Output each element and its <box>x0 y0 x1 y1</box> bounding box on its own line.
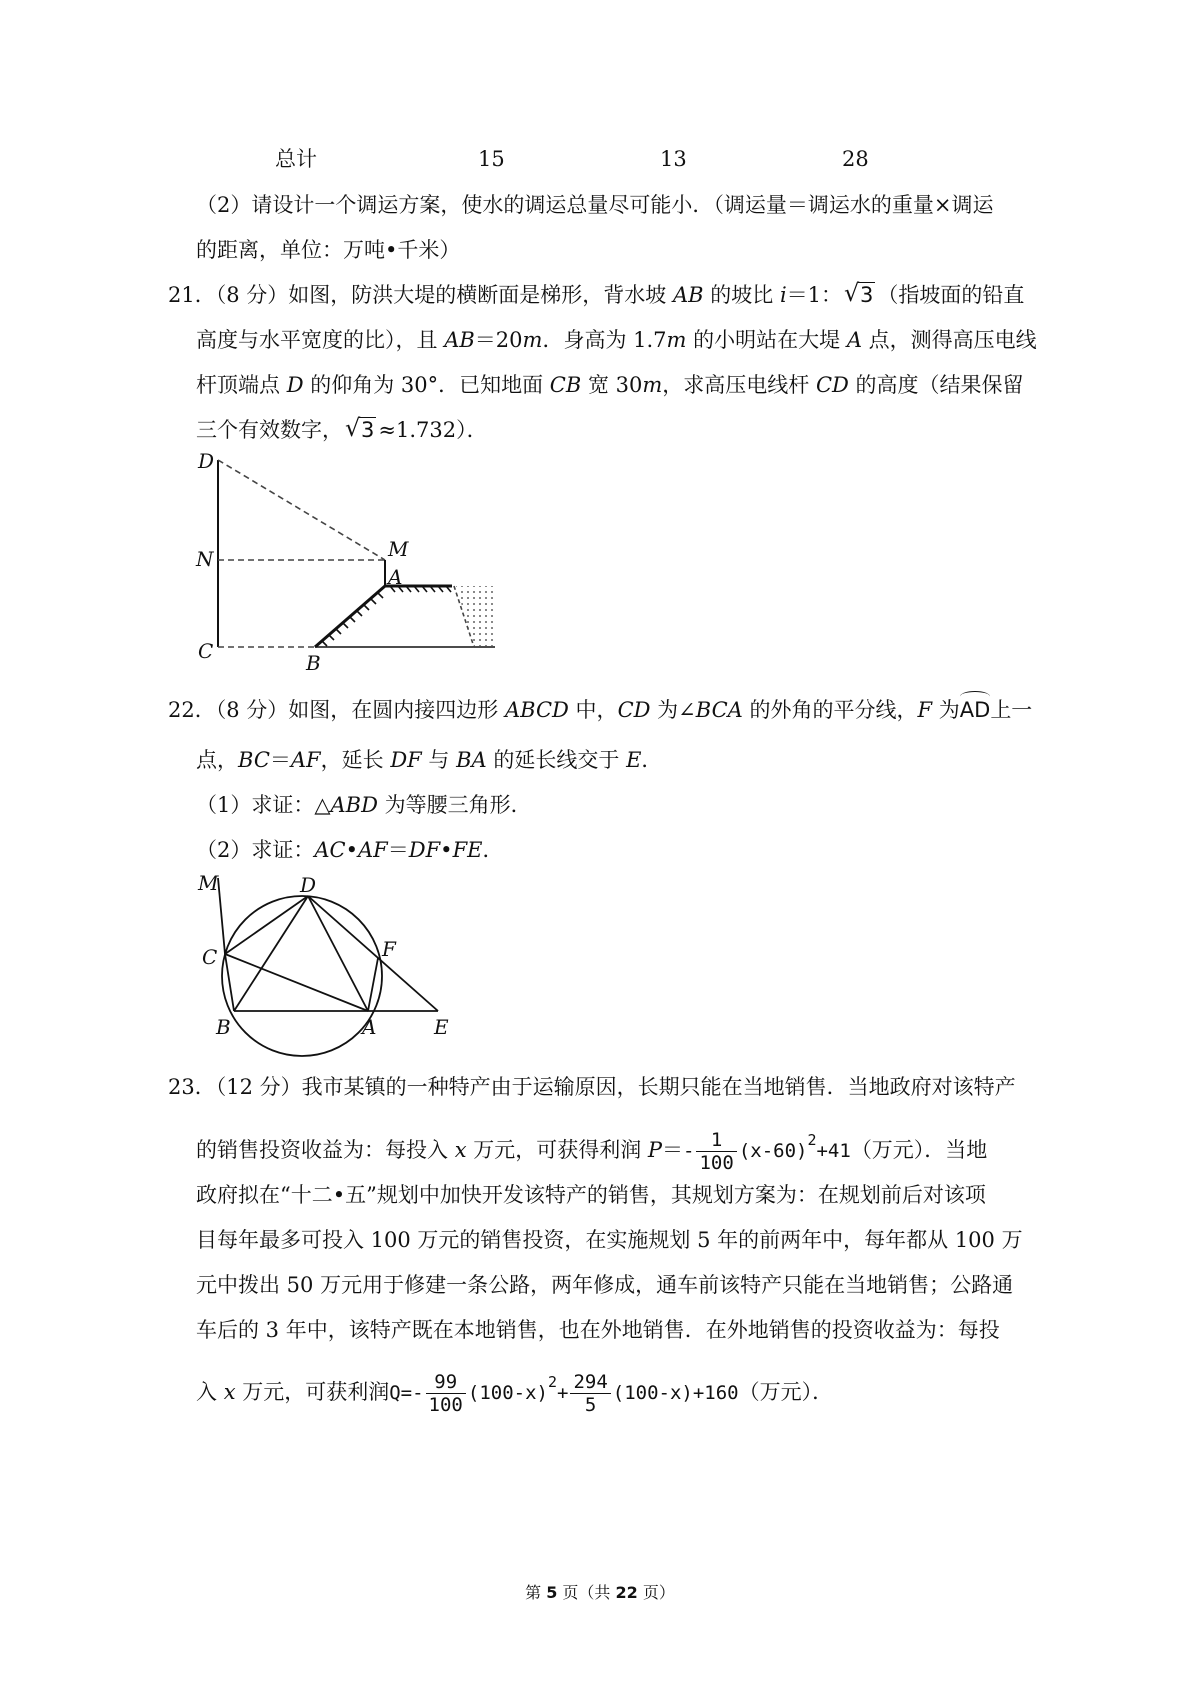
q23-line7 <box>196 1367 833 1416</box>
q22-var-ac: AC <box>314 838 346 862</box>
q22-text: ＝ <box>269 748 291 772</box>
page-footer <box>0 1580 1200 1603</box>
table-total-col3: 28 <box>842 147 869 171</box>
q22-text: 如图，在圆内接四边形 <box>288 698 505 722</box>
table-total-label: 总计 <box>275 147 317 171</box>
q21-text: ≈1.732）． <box>378 418 488 442</box>
label-n: N <box>196 547 214 571</box>
q21-var-ab: AB <box>444 328 475 352</box>
q22-text: 与 <box>421 748 457 772</box>
q22-var-f: F <box>917 698 933 722</box>
sqrt-symbol <box>345 415 376 445</box>
q21-unit-m: m <box>522 328 543 352</box>
q22-text: 点， <box>196 748 238 772</box>
formula-exponent: 2 <box>547 1373 557 1391</box>
q23-number: 23． <box>168 1075 216 1099</box>
label-c: C <box>198 639 214 663</box>
segment-da <box>308 896 368 1011</box>
q22-var-af: AF <box>358 838 388 862</box>
q21-text: 的小明站在大堤 <box>686 328 847 352</box>
footer-total-pages: 22 <box>615 1583 638 1602</box>
q23-var-p: P <box>647 1138 663 1162</box>
q21-line4 <box>196 415 488 445</box>
q21-text: 三个有效数字， <box>196 418 343 442</box>
footer-text: 第 <box>525 1583 547 1602</box>
q22-var-df: DF <box>408 838 441 862</box>
q21-var-d: D <box>286 373 304 397</box>
q22-text: ． <box>641 748 663 772</box>
q22-var-fe: FE <box>452 838 483 862</box>
label-b: B <box>306 651 321 675</box>
q21-embankment-figure <box>190 452 550 680</box>
q23-line3: 政府拟在“十二•五”规划中加快开发该特产的销售，其规划方案为：在规划前后对该项 <box>196 1183 986 1207</box>
q22-text: （1）求证：△ <box>196 793 331 817</box>
q23-var-x: x <box>223 1380 236 1404</box>
q21-var-a: A <box>846 328 862 352</box>
q21-text: 宽 30 <box>581 373 643 397</box>
formula-p-fraction <box>696 1129 736 1174</box>
q21-text: 点，测得高压电线 <box>861 328 1037 352</box>
q21-text: 杆顶端点 <box>196 373 287 397</box>
q21-text: ＝1： <box>786 283 843 307</box>
q23-line1 <box>168 1072 1016 1102</box>
q21-unit-m: m <box>666 328 687 352</box>
q23-text: 万元，可获利润 <box>235 1380 390 1404</box>
q21-text: 的仰角为 30°．已知地面 <box>303 373 550 397</box>
q23-line6: 车后的 3 年中，该特产既在本地销售，也在外地销售．在外地销售的投资收益为：每投 <box>196 1318 1000 1342</box>
formula-q-expression2: (100-x)+160 <box>612 1382 739 1404</box>
q22-dot: • <box>345 838 358 862</box>
sqrt-symbol <box>844 280 875 310</box>
q22-text: ＝ <box>387 838 409 862</box>
q21-var-i: i <box>779 283 787 307</box>
formula-q-plus: + <box>556 1382 569 1404</box>
segment-de <box>308 896 438 1011</box>
q21-text: 的高度（结果保留 <box>848 373 1024 397</box>
q23-text: 万元，可获得利润 <box>466 1138 648 1162</box>
q22-var-abcd: ABCD <box>504 698 569 722</box>
q23-text: 我市某镇的一种特产由于运输原因，长期只能在当地销售．当地政府对该特产 <box>301 1075 1016 1099</box>
q22-text: ，延长 <box>320 748 391 772</box>
fraction-numerator: 294 <box>570 1371 610 1394</box>
q21-text: 高度与水平宽度的比），且 <box>196 328 445 352</box>
q23-line5: 元中拨出 50 万元用于修建一条公路，两年修成，通车前该特产只能在当地销售；公路通 <box>196 1273 1014 1297</box>
q22-text: 中， <box>568 698 618 722</box>
q21-var-cd: CD <box>815 373 849 397</box>
q22-var-bca: BCA <box>695 698 743 722</box>
q22-score: （8 分） <box>215 698 289 722</box>
sqrt-radicand: 3 <box>361 418 375 442</box>
label-d: D <box>198 452 215 473</box>
q22-text: 的外角的平分线， <box>742 698 918 722</box>
q23-line4: 目每年最多可投入 100 万元的销售投资，在实施规划 5 年的前两年中，每年都从 100 万 <box>196 1228 1023 1252</box>
table-total-col2: 13 <box>660 147 687 171</box>
segment-db <box>234 896 308 1011</box>
q22-var-e: E <box>626 748 642 772</box>
fraction-denominator: 100 <box>428 1394 463 1416</box>
fraction-denominator: 100 <box>699 1152 734 1174</box>
fraction-numerator: 99 <box>426 1371 466 1394</box>
label-a: A <box>388 565 403 589</box>
q22-var-abd: ABD <box>330 793 378 817</box>
q23-text: 的销售投资收益为：每投入 <box>196 1138 455 1162</box>
arc-ad: AD <box>960 695 991 725</box>
q21-text: ，求高压电线杆 <box>662 373 816 397</box>
q21-text: （指坡面的铅直 <box>877 283 1025 307</box>
fraction-numerator: 1 <box>696 1129 736 1152</box>
water-area <box>456 586 494 646</box>
q22-text: 为等腰三角形． <box>377 793 532 817</box>
label-d: D <box>300 873 317 897</box>
q22-text: ． <box>482 838 504 862</box>
fraction-denominator: 5 <box>584 1394 597 1416</box>
q23-text: （万元）． <box>738 1380 834 1404</box>
q21-line2 <box>196 325 1037 355</box>
footer-text: 页） <box>637 1583 675 1602</box>
formula-exponent: 2 <box>807 1131 817 1149</box>
q21-text: 如图，防洪大堤的横断面是梯形，背水坡 <box>288 283 673 307</box>
q22-text: （2）求证： <box>196 838 315 862</box>
slope-hatching <box>322 593 383 646</box>
footer-page-number: 5 <box>546 1583 558 1602</box>
table-total-col1: 15 <box>478 147 505 171</box>
formula-q-expression1: (100-x) <box>467 1382 548 1404</box>
q23-text: 入 <box>196 1380 224 1404</box>
formula-p-tail: +41 <box>816 1140 851 1162</box>
q22-number: 22． <box>168 698 216 722</box>
formula-q-lead: Q=- <box>389 1382 424 1404</box>
q22-text: 为 <box>932 698 960 722</box>
q22-circle-figure <box>190 872 490 1060</box>
q23-text: （万元）．当地 <box>850 1138 988 1162</box>
q23-var-x: x <box>454 1138 467 1162</box>
q21-score: （8 分） <box>215 283 289 307</box>
label-a: A <box>362 1015 377 1039</box>
q22-part2 <box>196 835 503 865</box>
label-b: B <box>216 1015 231 1039</box>
label-m: M <box>388 537 409 561</box>
label-f: F <box>382 937 396 961</box>
q21-var-ab: AB <box>672 283 704 307</box>
q22-var-cd: CD <box>617 698 651 722</box>
q22-text: 为∠ <box>650 698 696 722</box>
q22-var-ba: BA <box>456 748 487 772</box>
label-e: E <box>434 1015 449 1039</box>
q21-line1 <box>168 280 1024 310</box>
label-c: C <box>202 945 218 969</box>
q21-line3 <box>196 370 1024 400</box>
formula-q-fraction1 <box>426 1371 466 1416</box>
q21-number: 21． <box>168 283 216 307</box>
q20-part2-line2: 的距离，单位：万吨•千米） <box>196 238 461 262</box>
q22-dot: • <box>440 838 453 862</box>
q22-line2 <box>196 745 662 775</box>
q22-text: 的延长线交于 <box>486 748 627 772</box>
q22-part1 <box>196 790 532 820</box>
sqrt-radicand: 3 <box>860 283 874 307</box>
q22-line1 <box>168 695 1032 725</box>
formula-p-expression: (x-60) <box>738 1140 808 1162</box>
q21-text: ＝20 <box>474 328 523 352</box>
q23-line2 <box>196 1125 987 1174</box>
circumcircle <box>222 896 382 1056</box>
formula-q-fraction2 <box>570 1371 610 1416</box>
q21-text: 的坡比 <box>703 283 780 307</box>
sight-line-dm <box>218 460 385 560</box>
label-m: M <box>198 872 219 895</box>
q23-text: ＝ <box>662 1138 684 1162</box>
q23-score: （12 分） <box>215 1075 302 1099</box>
formula-p-sign: - <box>683 1140 695 1162</box>
q22-var-bc: BC <box>238 748 270 772</box>
segment-cm <box>218 878 225 954</box>
q22-var-af: AF <box>290 748 321 772</box>
footer-text: 页（共 <box>557 1583 616 1602</box>
q22-var-df: DF <box>390 748 422 772</box>
q22-text: 上一 <box>990 698 1033 722</box>
q21-text: ．身高为 1.7 <box>542 328 667 352</box>
segment-ca <box>225 954 368 1011</box>
q20-part2-line1: （2）请设计一个调运方案，使水的调运总量尽可能小．（调运量＝调运水的重量×调运 <box>196 193 994 217</box>
q21-var-cb: CB <box>549 373 582 397</box>
slope-ab <box>315 586 385 647</box>
q21-unit-m: m <box>642 373 663 397</box>
